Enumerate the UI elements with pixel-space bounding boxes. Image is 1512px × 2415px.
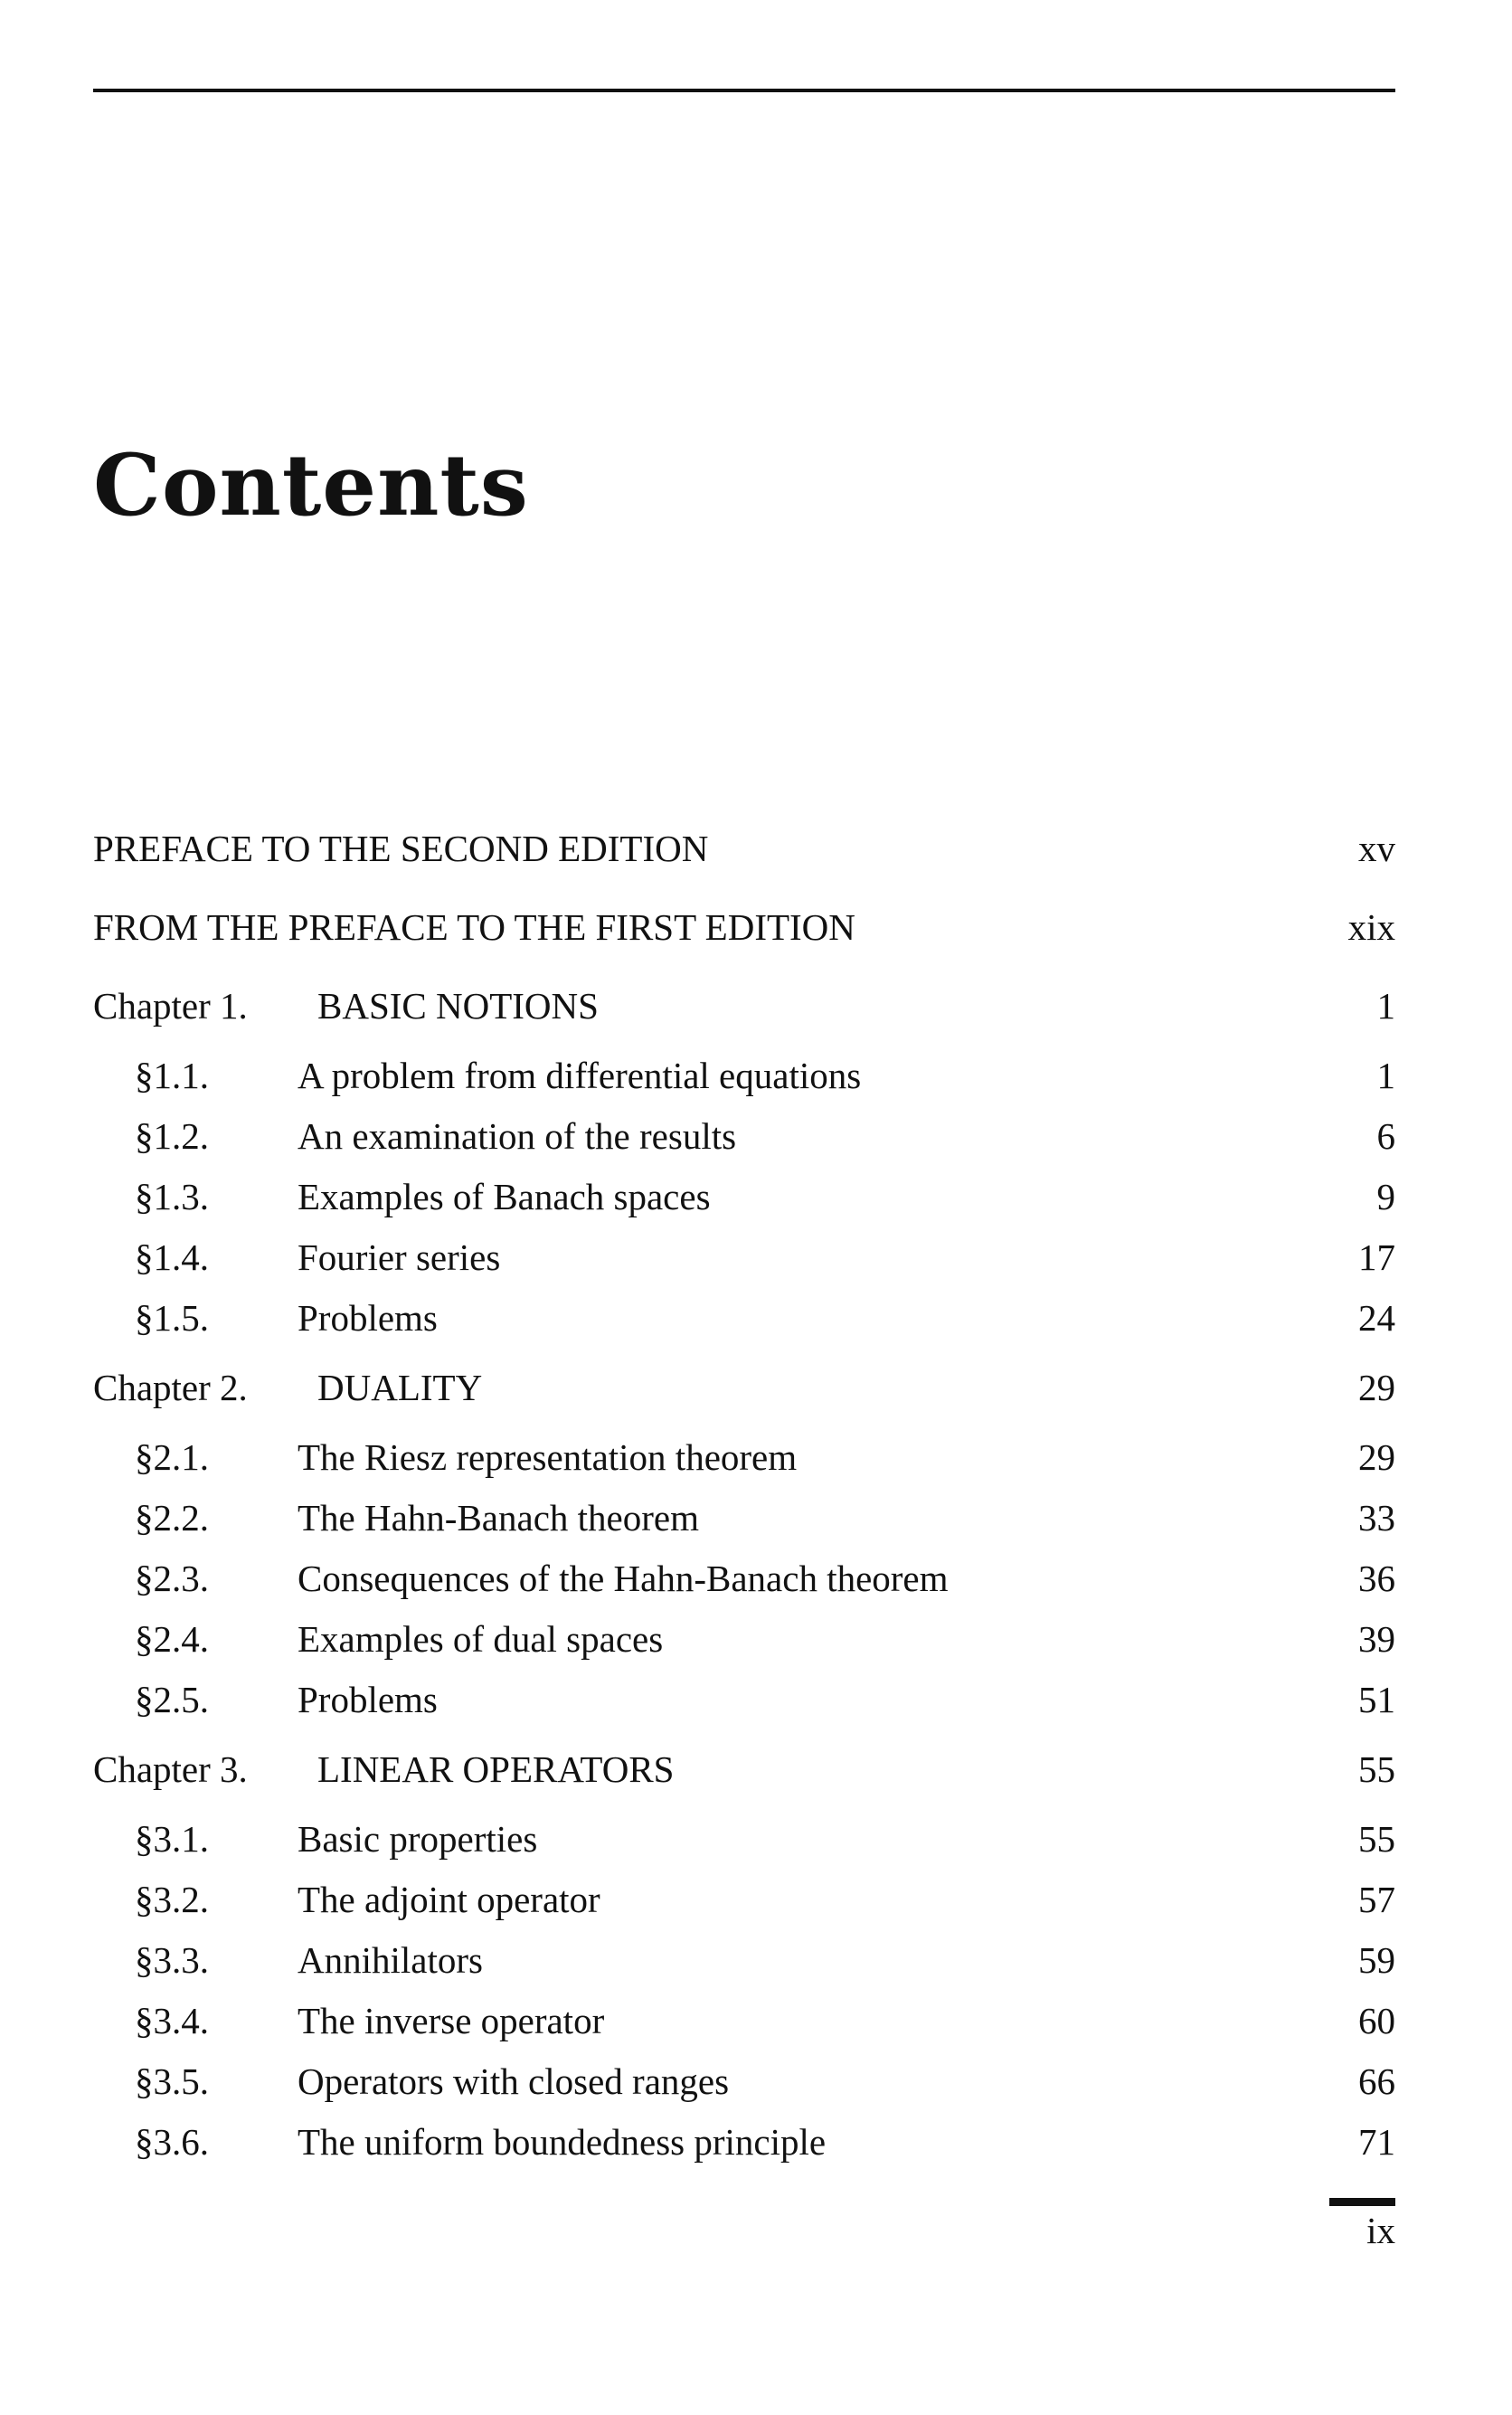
section-number: §3.1. xyxy=(135,1818,209,1860)
toc-section-2-3[interactable] xyxy=(93,1548,1395,1609)
section-page: 36 xyxy=(1358,1558,1395,1599)
section-title: Operators with closed ranges xyxy=(298,2060,730,2102)
section-title: The Riesz representation theorem xyxy=(298,1436,798,1478)
section-number: §2.4. xyxy=(135,1618,209,1660)
section-number: §3.6. xyxy=(135,2121,209,2163)
section-title: Problems xyxy=(298,1297,438,1339)
toc-section-3-6[interactable] xyxy=(93,2112,1395,2173)
chapter-title: LINEAR OPERATORS xyxy=(317,1748,675,1790)
toc-section-2-5[interactable] xyxy=(93,1670,1395,1730)
toc-chapter-3[interactable] xyxy=(93,1730,1395,1809)
toc-section-3-1[interactable] xyxy=(93,1809,1395,1870)
section-title: The Hahn-Banach theorem xyxy=(298,1497,699,1539)
toc-entry-title: FROM THE PREFACE TO THE FIRST EDITION xyxy=(93,906,855,948)
chapter-number: Chapter 2. xyxy=(93,1367,248,1408)
section-title: A problem from differential equations xyxy=(298,1055,862,1096)
section-number: §1.5. xyxy=(135,1297,209,1339)
toc-section-1-2[interactable] xyxy=(93,1106,1395,1167)
section-title: Fourier series xyxy=(298,1236,501,1278)
section-page: 55 xyxy=(1358,1818,1395,1860)
section-page: 1 xyxy=(1376,1055,1395,1096)
section-number: §1.2. xyxy=(135,1115,209,1157)
section-page: 66 xyxy=(1358,2060,1395,2102)
section-title: Examples of dual spaces xyxy=(298,1618,664,1660)
page-number: ix xyxy=(1366,2210,1395,2251)
section-page: 71 xyxy=(1358,2121,1395,2163)
toc-chapter-1[interactable] xyxy=(93,967,1395,1046)
section-page: 17 xyxy=(1358,1236,1395,1278)
section-page: 39 xyxy=(1358,1618,1395,1660)
toc-section-1-4[interactable] xyxy=(93,1227,1395,1288)
section-title: Basic properties xyxy=(298,1818,538,1860)
toc-section-2-1[interactable] xyxy=(93,1427,1395,1488)
toc-section-3-3[interactable] xyxy=(93,1930,1395,1991)
section-page: 60 xyxy=(1358,2000,1395,2041)
toc-entry-page: xix xyxy=(1347,906,1395,948)
toc-section-1-1[interactable] xyxy=(93,1046,1395,1106)
section-number: §1.1. xyxy=(135,1055,209,1096)
section-title: Problems xyxy=(298,1679,438,1720)
toc-entry-title: PREFACE TO THE SECOND EDITION xyxy=(93,828,709,869)
section-title: Annihilators xyxy=(298,1939,483,1981)
section-page: 59 xyxy=(1358,1939,1395,1981)
toc-entry-page: xv xyxy=(1358,828,1395,869)
toc-entry-preface-first[interactable] xyxy=(93,888,1395,967)
section-number: §2.2. xyxy=(135,1497,209,1539)
section-number: §1.4. xyxy=(135,1236,209,1278)
section-page: 6 xyxy=(1376,1115,1395,1157)
top-rule xyxy=(93,89,1395,92)
chapter-page: 1 xyxy=(1376,985,1395,1027)
section-number: §2.3. xyxy=(135,1558,209,1599)
section-title: Consequences of the Hahn-Banach theorem xyxy=(298,1558,949,1599)
section-number: §2.5. xyxy=(135,1679,209,1720)
toc-chapter-2[interactable] xyxy=(93,1349,1395,1427)
section-title: Examples of Banach spaces xyxy=(298,1176,711,1217)
section-page: 57 xyxy=(1358,1879,1395,1920)
section-number: §1.3. xyxy=(135,1176,209,1217)
section-number: §3.5. xyxy=(135,2060,209,2102)
section-title: The inverse operator xyxy=(298,2000,605,2041)
toc-section-2-4[interactable] xyxy=(93,1609,1395,1670)
toc-section-3-5[interactable] xyxy=(93,2051,1395,2112)
toc-section-1-5[interactable] xyxy=(93,1288,1395,1349)
toc-section-2-2[interactable] xyxy=(93,1488,1395,1548)
section-page: 29 xyxy=(1358,1436,1395,1478)
section-number: §3.2. xyxy=(135,1879,209,1920)
toc-entry-preface-second[interactable] xyxy=(93,810,1395,888)
toc-section-1-3[interactable] xyxy=(93,1167,1395,1227)
chapter-page: 29 xyxy=(1358,1367,1395,1408)
toc-section-3-4[interactable] xyxy=(93,1991,1395,2051)
chapter-title: BASIC NOTIONS xyxy=(317,985,599,1027)
section-title: The adjoint operator xyxy=(298,1879,600,1920)
section-page: 24 xyxy=(1358,1297,1395,1339)
chapter-page: 55 xyxy=(1358,1748,1395,1790)
section-number: §2.1. xyxy=(135,1436,209,1478)
folio-rule xyxy=(1329,2198,1395,2206)
section-number: §3.3. xyxy=(135,1939,209,1981)
chapter-number: Chapter 1. xyxy=(93,985,248,1027)
section-title: An examination of the results xyxy=(298,1115,737,1157)
section-page: 51 xyxy=(1358,1679,1395,1720)
chapter-number: Chapter 3. xyxy=(93,1748,248,1790)
table-of-contents xyxy=(93,810,1395,2173)
section-page: 9 xyxy=(1376,1176,1395,1217)
toc-section-3-2[interactable] xyxy=(93,1870,1395,1930)
section-title: The uniform boundedness principle xyxy=(298,2121,827,2163)
chapter-title: DUALITY xyxy=(317,1367,483,1408)
page-title: Contents xyxy=(93,436,529,535)
section-page: 33 xyxy=(1358,1497,1395,1539)
section-number: §3.4. xyxy=(135,2000,209,2041)
